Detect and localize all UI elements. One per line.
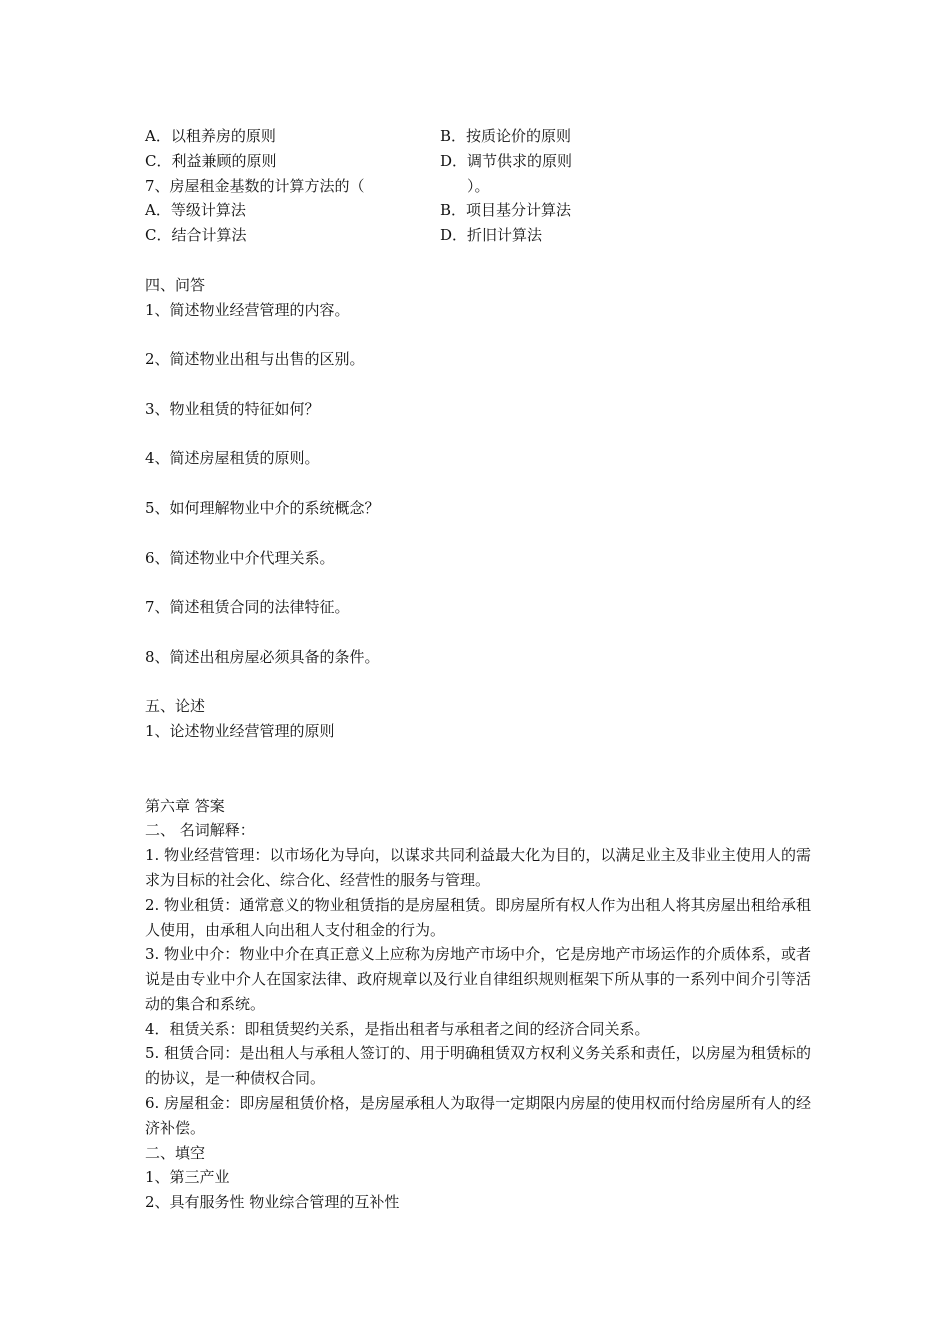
section4-item: 4、简述房屋租赁的原则。 — [145, 449, 320, 468]
section5-heading: 五、论述 — [145, 697, 206, 716]
q7-options-row-1 — [145, 198, 811, 223]
q7-option-c: C．结合计算法 — [145, 226, 247, 245]
q6-option-d: D．调节供求的原则 — [440, 151, 573, 170]
q7-question — [145, 174, 811, 199]
section4-item: 8、简述出租房屋必须具备的条件。 — [145, 647, 380, 666]
answer-term-1: 1. 物业经营管理：以市场化为导向，以谋求共同利益最大化为目的，以满足业主及非业主使用人的需求为目标的社会化、综合化、经营性的服务与管理。 — [145, 846, 811, 889]
section4-item: 7、简述租赁合同的法律特征。 — [145, 598, 350, 617]
q6-options-row-2 — [145, 149, 811, 174]
answer-term-2: 2. 物业租赁：通常意义的物业租赁指的是房屋租赁。即房屋所有权人作为出租人将其房屋出租给承租人使用，由承租人向出租人支付租金的行为。 — [145, 895, 811, 939]
section4-item: 1、简述物业经营管理的内容。 — [145, 300, 350, 319]
answer-fill-1: 1、第三产业 — [145, 1168, 230, 1187]
answers-chapter-title: 第六章 答案 — [145, 796, 225, 815]
section5-item: 1、论述物业经营管理的原则 — [145, 722, 335, 741]
q6-option-c: C．利益兼顾的原则 — [145, 151, 277, 170]
document-page — [145, 124, 811, 1215]
q6-option-b: B．按质论价的原则 — [440, 127, 572, 145]
answer-term-4: 4．租赁关系：即租赁契约关系，是指出租者与承租者之间的经济合同关系。 — [145, 1019, 650, 1038]
section4-heading: 四、问答 — [145, 275, 206, 294]
section4-item: 5、如何理解物业中介的系统概念？ — [145, 498, 380, 517]
section4-item: 2、简述物业出租与出售的区别。 — [145, 350, 365, 369]
answer-term-5: 5. 租赁合同：是出租人与承租人签订的、用于明确租赁双方权利义务关系和责任，以房屋为租赁标的的协议，是一种债权合同。 — [145, 1044, 811, 1088]
answer-term-6: 6. 房屋租金：即房屋租赁价格，是房屋承租人为取得一定期限内房屋的使用权而付给房屋所有人的经济补偿。 — [145, 1094, 811, 1137]
answers-terms-heading: 二、 名词解释： — [145, 821, 255, 840]
q7-option-d: D．折旧计算法 — [440, 226, 543, 245]
answer-fill-2: 2、具有服务性 物业综合管理的互补性 — [145, 1193, 400, 1212]
q7-question-end: ）。 — [467, 176, 490, 195]
q7-options-row-2 — [145, 223, 811, 248]
section4-item: 3、物业租赁的特征如何？ — [145, 399, 320, 418]
answer-term-3: 3. 物业中介：物业中介在真正意义上应称为房地产市场中介，它是房地产市场运作的介质体系，或者说是由专业中介人在国家法律、政府规章以及行业自律组织规则框架下所从事的一系列中间介引等活动的集合和系统。 — [145, 945, 811, 1013]
q6-options-row-1 — [145, 124, 811, 149]
answers-fill-heading: 二、填空 — [145, 1143, 206, 1162]
q7-option-b: B．项目基分计算法 — [440, 201, 572, 220]
section4-item: 6、简述物业中介代理关系。 — [145, 548, 335, 567]
q7-question-text: 7、房屋租金基数的计算方法的（ — [145, 176, 365, 195]
q7-option-a: A．等级计算法 — [145, 201, 246, 220]
q6-option-a: A．以租养房的原则 — [145, 127, 276, 145]
